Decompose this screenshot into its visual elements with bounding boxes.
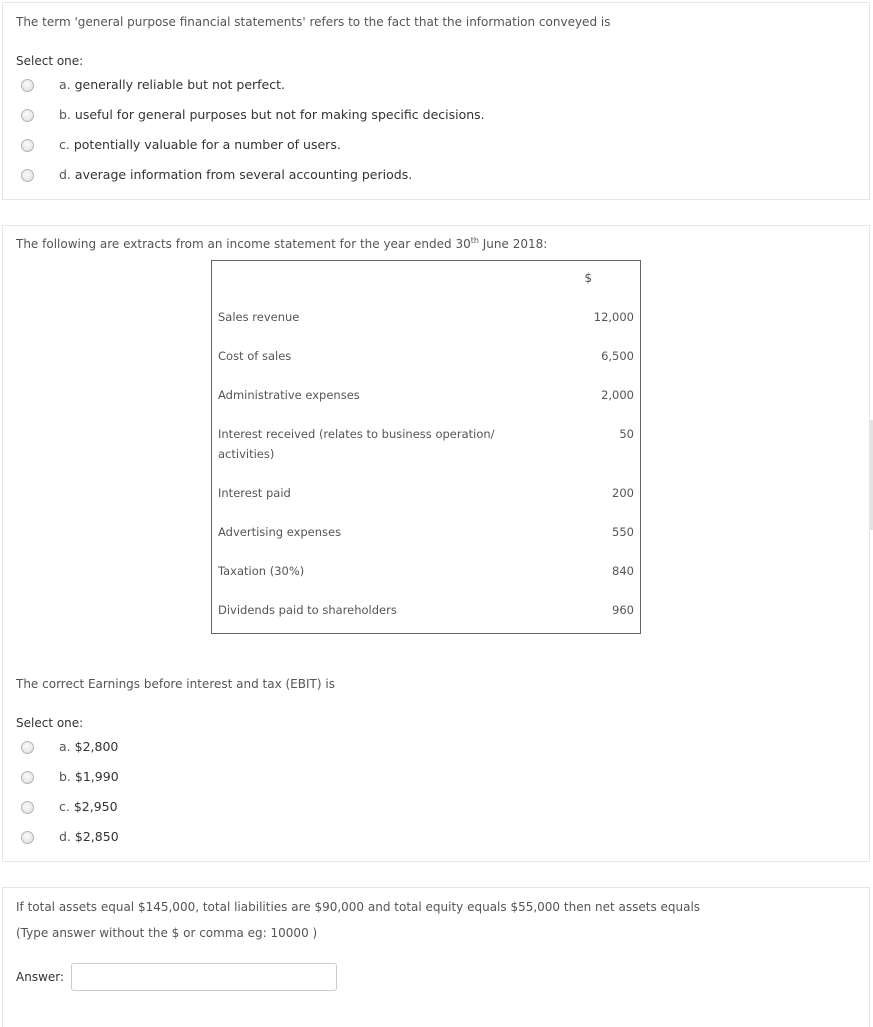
- question-2-card: [2, 225, 870, 862]
- radio-button[interactable]: [21, 801, 34, 814]
- option-label: b. $1,990: [59, 769, 119, 784]
- row-value: 960: [612, 603, 634, 617]
- row-label: Taxation (30%): [218, 564, 305, 578]
- question-1-card: [2, 2, 870, 200]
- question-1-text: The term 'general purpose financial statements' refers to the fact that the information conveyed is: [16, 15, 611, 29]
- radio-button[interactable]: [21, 139, 34, 152]
- row-label: Cost of sales: [218, 349, 292, 363]
- row-value: 840: [612, 564, 634, 578]
- option-label: d. average information from several accounting periods.: [59, 167, 413, 182]
- q1-option-c[interactable]: [21, 137, 821, 159]
- q1-option-a[interactable]: [21, 77, 821, 99]
- select-one-label: Select one:: [16, 716, 84, 730]
- currency-header: $: [584, 271, 592, 285]
- row-value: 550: [612, 525, 634, 539]
- radio-button[interactable]: [21, 109, 34, 122]
- row-label: Administrative expenses: [218, 388, 360, 402]
- option-label: c. potentially valuable for a number of users.: [59, 137, 341, 152]
- radio-button[interactable]: [21, 771, 34, 784]
- q2-option-b[interactable]: [21, 769, 821, 791]
- row-label: Interest paid: [218, 486, 291, 500]
- radio-button[interactable]: [21, 831, 34, 844]
- q2-option-a[interactable]: [21, 739, 821, 761]
- select-one-label: Select one:: [16, 54, 84, 68]
- answer-label: Answer:: [16, 970, 65, 984]
- radio-button[interactable]: [21, 741, 34, 754]
- income-statement-table: [211, 260, 641, 634]
- q2-option-d[interactable]: [21, 829, 821, 851]
- option-label: c. $2,950: [59, 799, 118, 814]
- row-label: Advertising expenses: [218, 525, 342, 539]
- radio-button[interactable]: [21, 169, 34, 182]
- option-label: d. $2,850: [59, 829, 119, 844]
- q2-option-c[interactable]: [21, 799, 821, 821]
- row-label: Interest received (relates to business operation/ activities): [218, 427, 495, 461]
- question-3-hint: (Type answer without the $ or comma eg: 10000 ): [16, 926, 318, 940]
- question-3-text: If total assets equal $145,000, total liabilities are $90,000 and total equity equals $55,000 then net assets equals: [16, 900, 701, 914]
- q1-option-b[interactable]: [21, 107, 821, 129]
- row-value: 200: [612, 486, 634, 500]
- question-3-card: [2, 887, 870, 1027]
- option-label: a. $2,800: [59, 739, 119, 754]
- radio-button[interactable]: [21, 79, 34, 92]
- option-label: a. generally reliable but not perfect.: [59, 77, 285, 92]
- row-value: 2,000: [601, 388, 634, 402]
- q1-option-d[interactable]: [21, 167, 821, 189]
- question-2-intro: The following are extracts from an income statement for the year ended 30th June 2018:: [16, 236, 548, 251]
- answer-input[interactable]: [71, 963, 337, 991]
- row-label: Sales revenue: [218, 310, 300, 324]
- row-value: 12,000: [593, 310, 634, 324]
- row-value: 50: [619, 427, 634, 441]
- row-value: 6,500: [601, 349, 634, 363]
- option-label: b. useful for general purposes but not for making specific decisions.: [59, 107, 485, 122]
- row-label: Dividends paid to shareholders: [218, 603, 397, 617]
- question-2-text: The correct Earnings before interest and tax (EBIT) is: [16, 677, 335, 691]
